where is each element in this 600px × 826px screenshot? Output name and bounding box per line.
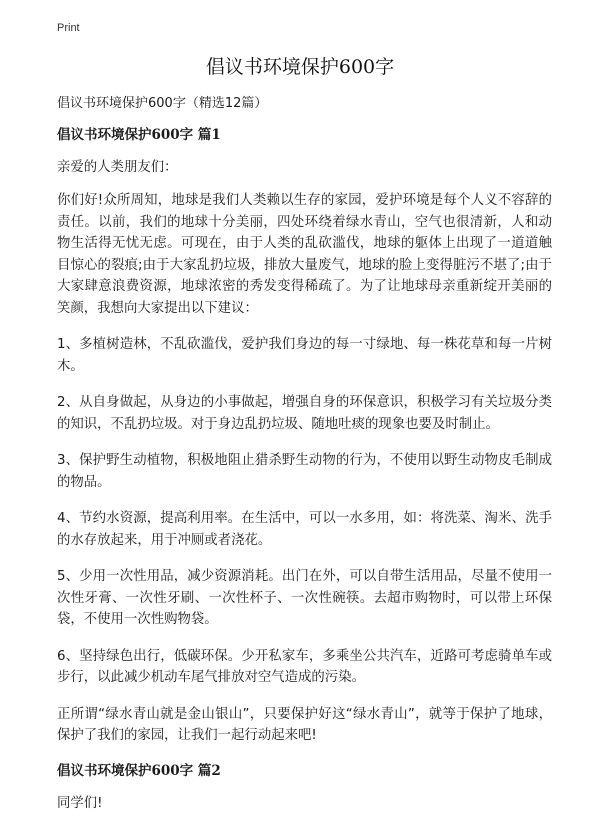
- section-heading-2: 倡议书环境保护600字 篇2: [57, 762, 221, 779]
- paragraph-intro: 你们好!众所周知，地球是我们人类赖以生存的家园，爱护环境是每个人义不容辞的责任。以前，我们的地球十分美丽，四处环绕着绿水青山，空气也很清新，人和动物生活得无忧无虑。可现在，由于人类的乱砍滥伐，地球的躯体上出现了一道道触目惊心的裂痕;由于大家乱扔垃圾，排放大量废气，地球的脸上变得脏污不堪了;由于大家肆意浪费资源，地球浓密的秀发变得稀疏了。为了让地球母亲重新绽开美丽的笑颜，我想向大家提出以下建议：: [57, 193, 552, 316]
- paragraph-item-6: 6、坚持绿色出行，低碳环保。少开私家车，多乘坐公共汽车，近路可考虑骑单车或步行，以此减少机动车尾气排放对空气造成的污染。: [57, 648, 552, 685]
- paragraph-item-5: 5、少用一次性用品，减少资源消耗。出门在外，可以自带生活用品，尽量不使用一次性牙膏、一次性牙刷、一次性杯子、一次性碗筷。去超市购物时，可以带上环保袋，不使用一次性购物袋。: [57, 569, 552, 627]
- paragraph-item-2: 2、从自身做起，从身边的小事做起，增强自身的环保意识，积极学习有关垃圾分类的知识，不乱扔垃圾。对于身边乱扔垃圾、随地吐痰的现象也要及时制止。: [57, 395, 552, 432]
- paragraph-item-3: 3、保护野生动植物，积极地阻止猎杀野生动物的行为，不使用以野生动物皮毛制成的物品。: [57, 453, 552, 490]
- paragraph-item-4: 4、节约水资源，提高利用率。在生活中，可以一水多用，如：将洗菜、淘米、洗手的水存放起来，用于冲厕或者浇花。: [57, 511, 552, 548]
- paragraph-item-1: 1、多植树造林，不乱砍滥伐，爱护我们身边的每一寸绿地、每一株花草和每一片树木。: [57, 337, 552, 374]
- subtitle: 倡议书环境保护600字（精选12篇）: [57, 96, 268, 111]
- page-title: 倡议书环境保护600字: [205, 56, 395, 78]
- paragraph-closing: 正所谓“绿水青山就是金山银山”，只要保护好这“绿水青山”，就等于保护了地球，保护了我们的家园，让我们一起行动起来吧!: [57, 706, 552, 743]
- greeting-1: 亲爱的人类朋友们：: [57, 160, 178, 175]
- print-link[interactable]: Print: [57, 22, 80, 34]
- document-body: [57, 95, 552, 826]
- section-heading-1: 倡议书环境保护600字 篇1: [57, 127, 221, 143]
- greeting-2: 同学们!: [57, 795, 103, 811]
